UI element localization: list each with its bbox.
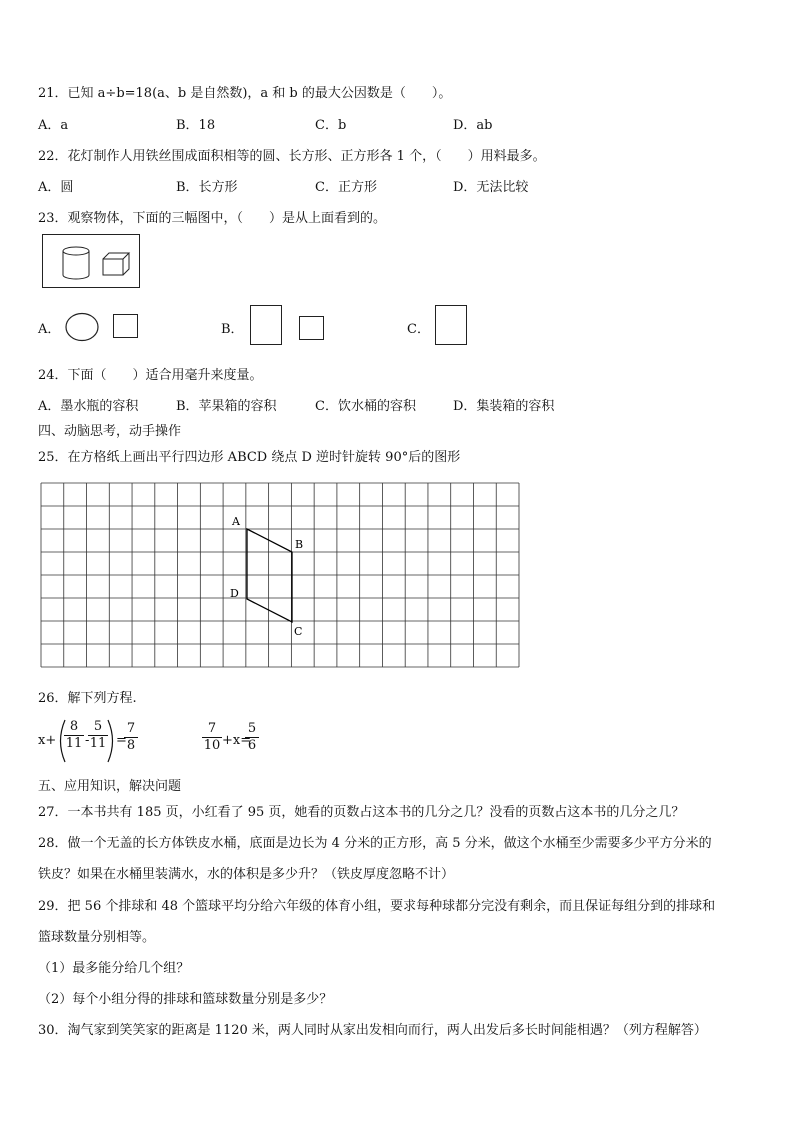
q29-sub-question-1: （1）最多能分给几个组？	[38, 961, 190, 976]
q21-option-a[interactable]: A．a	[38, 118, 69, 133]
cylinder-and-cube-icon	[43, 235, 141, 289]
q21-option-c[interactable]: C．b	[315, 118, 347, 133]
q22-option-d[interactable]: D．无法比较	[453, 180, 529, 195]
eq2-left-fraction	[202, 722, 222, 753]
q25-text: 25．在方格纸上画出平行四边形 ABCD 绕点 D 逆时针旋转 90°后的图形	[38, 450, 461, 465]
q27-text: 27．一本书共有 185 页，小红看了 95 页，她看的页数占这本书的几分之几？没看的页数占这本书的几分之几？	[38, 805, 685, 820]
q29-sub-question-2: （2）每个小组分得的排球和篮球数量分别是多少？	[38, 992, 333, 1007]
eq1-result-denominator: 8	[126, 738, 136, 753]
eq1-fraction-1	[64, 720, 84, 751]
q23-text: 23．观察物体，下面的三幅图中，（ ）是从上面看到的。	[38, 211, 387, 226]
square-shape-icon	[299, 316, 324, 340]
parallelogram-abcd	[247, 529, 292, 622]
eq2-right-numerator: 5	[247, 721, 257, 736]
eq1-result-numerator: 7	[126, 721, 136, 736]
grid-paper[interactable]	[40, 482, 520, 668]
q22-option-a[interactable]: A．圆	[38, 180, 74, 195]
q28-line-1: 28．做一个无盖的长方体铁皮水桶，底面是边长为 4 分米的正方形，高 5 分米，做这个水桶至少需要多少平方分米的	[38, 836, 712, 851]
eq1-fraction-2-denominator: 11	[89, 736, 107, 751]
q21-option-d[interactable]: D．ab	[453, 118, 493, 133]
square-shape-icon	[113, 314, 138, 338]
eq2-right-denominator: 6	[247, 738, 257, 753]
q21-text: 21．已知 a÷b=18(a、b 是自然数)，a 和 b 的最大公因数是（ ）。	[38, 86, 452, 101]
objects-picture-frame	[42, 234, 140, 288]
eq1-minus: -	[85, 733, 90, 748]
eq2-left-denominator: 10	[203, 738, 221, 753]
eq1-fraction-1-denominator: 11	[65, 736, 83, 751]
tall-rectangle-icon	[435, 305, 467, 345]
eq1-result-fraction	[124, 722, 138, 753]
q23-option-c-label[interactable]: C．	[407, 322, 430, 337]
point-a-label: A	[232, 515, 240, 528]
q22-option-b[interactable]: B．长方形	[176, 180, 238, 195]
q23-option-a-label[interactable]: A．	[38, 322, 61, 337]
q29-line-2: 篮球数量分别相等。	[38, 930, 156, 945]
eq1-equals: =	[116, 733, 127, 748]
q30-text: 30．淘气家到笑笑家的距离是 1120 米，两人同时从家出发相向而行，两人出发后多长时间能相遇？（列方程解答）	[38, 1023, 707, 1038]
eq1-prefix: x+	[38, 733, 57, 748]
q24-option-c[interactable]: C．饮水桶的容积	[315, 399, 416, 414]
q22-text: 22．花灯制作人用铁丝围成面积相等的圆、长方形、正方形各 1 个，（ ）用料最多。	[38, 149, 546, 164]
tall-rectangle-icon	[250, 305, 282, 345]
point-b-label: B	[295, 538, 304, 551]
q26-text: 26．解下列方程.	[38, 691, 137, 706]
section-four-heading: 四、动脑思考，动手操作	[38, 424, 182, 439]
eq2-left-numerator: 7	[207, 721, 217, 736]
q29-line-1: 29．把 56 个排球和 48 个篮球平均分给六年级的体育小组，要求每种球都分完没有剩余，而且保证每组分到的排球和	[38, 899, 716, 914]
q24-option-a[interactable]: A．墨水瓶的容积	[38, 399, 139, 414]
q24-text: 24．下面（ ）适合用毫升来度量。	[38, 368, 263, 383]
eq1-fraction-2	[88, 720, 108, 751]
eq2-right-fraction	[245, 722, 259, 753]
q24-option-d[interactable]: D．集装箱的容积	[453, 399, 555, 414]
q22-option-c[interactable]: C．正方形	[315, 180, 377, 195]
point-d-label: D	[230, 587, 239, 600]
section-five-heading: 五、应用知识，解决问题	[38, 779, 182, 794]
eq1-fraction-1-numerator: 8	[69, 719, 79, 734]
circle-shape-icon	[65, 312, 99, 342]
eq2-middle: +x=	[222, 733, 252, 748]
q28-line-2: 铁皮？如果在水桶里装满水，水的体积是多少升？（铁皮厚度忽略不计）	[38, 867, 455, 882]
eq1-fraction-2-numerator: 5	[93, 719, 103, 734]
q24-option-b[interactable]: B．苹果箱的容积	[176, 399, 277, 414]
point-c-label: C	[294, 625, 303, 638]
q23-option-b-label[interactable]: B．	[221, 322, 244, 337]
q21-option-b[interactable]: B．18	[176, 118, 216, 133]
